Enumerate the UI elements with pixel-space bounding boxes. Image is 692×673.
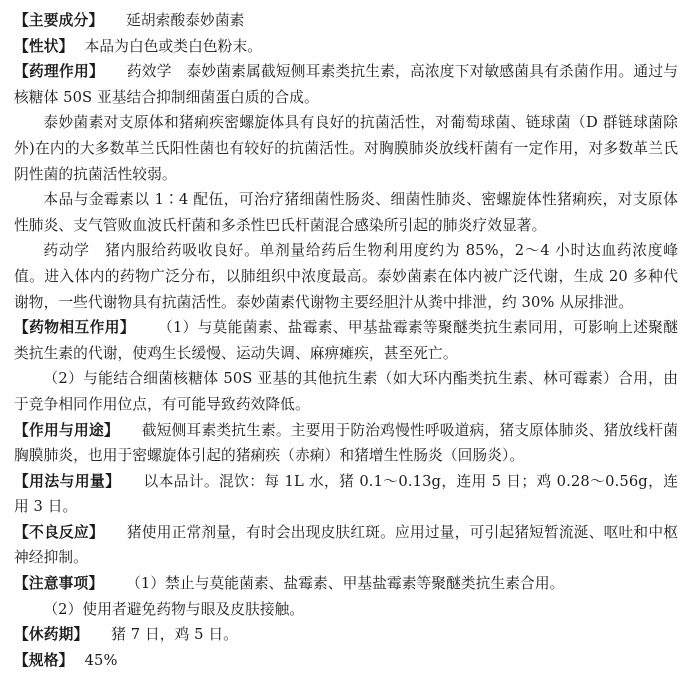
section-text: 延胡索酸泰妙菌素 xyxy=(126,12,245,29)
section-dosage xyxy=(14,469,678,520)
section-text: 截短侧耳素类抗生素。主要用于防治鸡慢性呼吸道病，猪支原体肺炎、猪放线杆菌胸膜肺炎，也用于密螺旋体引起的猪痢疾（赤痢）和猪增生性肠炎（回肠炎）。 xyxy=(14,421,678,465)
section-precautions-2 xyxy=(14,597,678,623)
section-text: 本品与金霉素以 1∶4 配伍，可治疗猪细菌性肠炎、细菌性肺炎、密螺旋体性猪痢疾，对支原体性肺炎、支气管败血波氏杆菌和多杀性巴氏杆菌混合感染所引起的肺炎疗效显著。 xyxy=(14,191,678,234)
section-label: 【药理作用】 xyxy=(14,63,104,81)
section-precautions xyxy=(14,571,678,597)
section-text: 猪 7 日，鸡 5 日。 xyxy=(111,626,238,644)
section-label: 【性状】 xyxy=(14,37,74,55)
section-adverse-reactions xyxy=(14,520,678,571)
section-pharmacology xyxy=(14,59,678,110)
section-text: 以本品计。混饮：每 1L 水，猪 0.1～0.13g，连用 5 日；鸡 0.28～0.56g，连用 3 日。 xyxy=(14,472,678,516)
section-text: 药效学 泰妙菌素属截短侧耳素类抗生素，高浓度下对敏感菌具有杀菌作用。通过与核糖体 50S 亚基结合抑制细菌蛋白质的合成。 xyxy=(14,63,679,106)
section-text: 猪使用正常剂量，有时会出现皮肤红斑。应用过量，可引起猪短暂流涎、呕吐和中枢神经抑制。 xyxy=(14,523,679,567)
section-pharmacology-p2 xyxy=(14,110,678,187)
section-text: （1）与莫能菌素、盐霉素、甲基盐霉素等聚醚类抗生素同用，可影响上述聚醚类抗生素的代谢，使鸡生长缓慢、运动失调、麻痹瘫疾，甚至死亡。 xyxy=(14,319,678,362)
section-text: 泰妙菌素对支原体和猪痢疾密螺旋体具有良好的抗菌活性，对葡萄球菌、链球菌（D 群链球菌除外)在内的大多数革兰氏阳性菌也有较好的抗菌活性。对胸膜肺炎放线杆菌有一定作用，对多数革兰氏阴性菌的抗菌活性较弱。 xyxy=(14,114,678,183)
section-text: 本品为白色或类白色粉末。 xyxy=(84,37,263,55)
section-properties xyxy=(14,34,678,60)
section-label: 【作用与用途】 xyxy=(14,421,119,439)
section-drug-interaction-2 xyxy=(14,366,678,417)
section-main-ingredient xyxy=(14,8,678,34)
section-pharmacology-p3 xyxy=(14,187,678,238)
section-text: （1）禁止与莫能菌素、盐霉素、甲基盐霉素等聚醚类抗生素合用。 xyxy=(126,575,565,593)
section-pharmacokinetics xyxy=(14,238,678,315)
section-text: 45% xyxy=(84,651,118,669)
section-label: 【用法与用量】 xyxy=(14,472,121,490)
section-text: （2）与能结合细菌核糖体 50S 亚基的其他抗生素（如大环内酯类抗生素、林可霉素）合用，由于竞争相同作用位点，有可能导致药效降低。 xyxy=(14,370,678,413)
document-body xyxy=(14,8,678,673)
section-label: 【药物相互作用】 xyxy=(14,319,135,337)
section-text: （2）使用者避免药物与眼及皮肤接触。 xyxy=(43,600,305,618)
section-action-and-use xyxy=(14,418,678,469)
section-label: 【规格】 xyxy=(14,651,74,669)
section-drug-interaction xyxy=(14,315,678,366)
section-label: 【休药期】 xyxy=(14,626,89,644)
section-text: 药动学 猪内服给药吸收良好。单剂量给药后生物利用度约为 85%，2～4 小时达血药浓度峰值。进入体内的药物广泛分布，以肺组织中浓度最高。泰妙菌素在体内被广泛代谢，生成 20 多种代谢物，一些代谢物具有抗菌活性。泰妙菌素代谢物主要经胆汁从粪中排泄，约 30% 从尿排泄。 xyxy=(14,242,678,311)
section-label: 【不良反应】 xyxy=(14,523,104,541)
section-label: 【主要成分】 xyxy=(14,12,104,29)
section-withdrawal-period xyxy=(14,622,678,648)
section-specification xyxy=(14,648,678,673)
section-label: 【注意事项】 xyxy=(14,575,104,593)
